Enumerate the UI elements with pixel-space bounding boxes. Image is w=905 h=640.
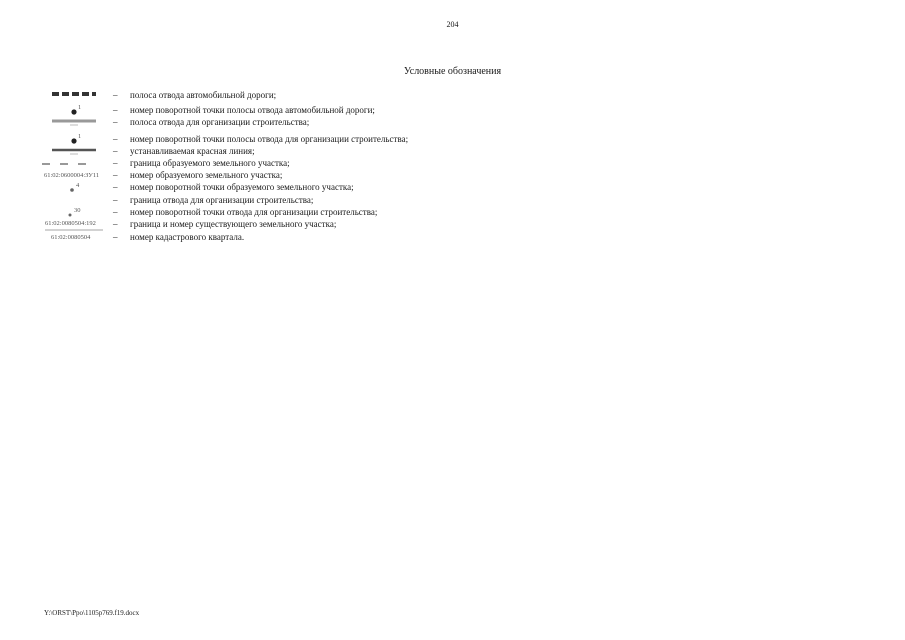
legend-description: полоса отвода для организации строительства; xyxy=(130,117,310,127)
legend-title: Условные обозначения xyxy=(403,66,502,77)
turning-point-number-label: 30 xyxy=(74,207,81,214)
legend-row-new-plot-turning-point xyxy=(0,181,905,193)
legend-row-construction-turning-point xyxy=(0,133,905,145)
legend-description: полоса отвода автомобильной дороги; xyxy=(130,90,277,100)
legend-description: устанавливаемая красная линия; xyxy=(130,146,255,156)
turning-point-number-label: 1 xyxy=(78,104,82,111)
legend-row-road-right-of-way xyxy=(0,89,905,101)
turning-point-number-label: 1 xyxy=(78,133,82,140)
legend-row-cadastral-quarter xyxy=(0,231,905,243)
existing-plot-number-label: 61:02:0080504:192 xyxy=(45,220,96,227)
legend-row-new-plot-boundary xyxy=(0,157,905,169)
legend-row-construction-point-number xyxy=(0,206,905,218)
legend-dash: – xyxy=(113,146,118,156)
legend-description: граница образуемого земельного участка; xyxy=(130,158,290,168)
legend-row-construction-boundary xyxy=(0,194,905,206)
legend-dash: – xyxy=(113,117,118,127)
new-plot-number-label: 61:02:0600004:ЗУ11 xyxy=(44,172,100,179)
legend-row-red-line xyxy=(0,145,905,157)
legend-row-road-turning-point xyxy=(0,104,905,116)
road-right-of-way-symbol xyxy=(50,90,98,98)
legend-dash: – xyxy=(113,90,118,100)
legend-dash: – xyxy=(113,105,118,115)
page-number: 204 xyxy=(446,20,459,29)
legend-row-construction-strip xyxy=(0,116,905,128)
legend-row-existing-plot xyxy=(0,218,905,230)
legend-description: граница отвода для организации строительства; xyxy=(130,195,314,205)
legend-dash: – xyxy=(113,219,118,229)
legend-description: номер поворотной точки отвода для организации строительства; xyxy=(130,207,378,217)
turning-point-number-label: 4 xyxy=(76,182,80,189)
legend-description: номер кадастрового квартала. xyxy=(130,232,245,242)
legend-description: номер поворотной точки полосы отвода для организации строительства; xyxy=(130,134,409,144)
construction-strip-symbol xyxy=(50,117,98,127)
legend-dash: – xyxy=(113,207,118,217)
legend-description: номер поворотной точки полосы отвода автомобильной дороги; xyxy=(130,105,375,115)
legend-description: граница и номер существующего земельного участка; xyxy=(130,219,337,229)
legend-dash: – xyxy=(113,232,118,242)
legend-dash: – xyxy=(113,170,118,180)
legend-dash: – xyxy=(113,195,118,205)
red-line-symbol xyxy=(50,146,98,156)
legend-dash: – xyxy=(113,158,118,168)
new-plot-boundary-symbol xyxy=(40,158,98,168)
legend-row-new-plot-number xyxy=(0,169,905,181)
cadastral-quarter-number-label: 61:02:0080504 xyxy=(51,234,91,241)
legend-description: номер образуемого земельного участка; xyxy=(130,170,283,180)
footer-file-path: Y:\ORST\Ppo\1105p769.f19.docx xyxy=(44,609,140,617)
legend-dash: – xyxy=(113,134,118,144)
legend-description: номер поворотной точки образуемого земельного участка; xyxy=(130,182,354,192)
legend-dash: – xyxy=(113,182,118,192)
